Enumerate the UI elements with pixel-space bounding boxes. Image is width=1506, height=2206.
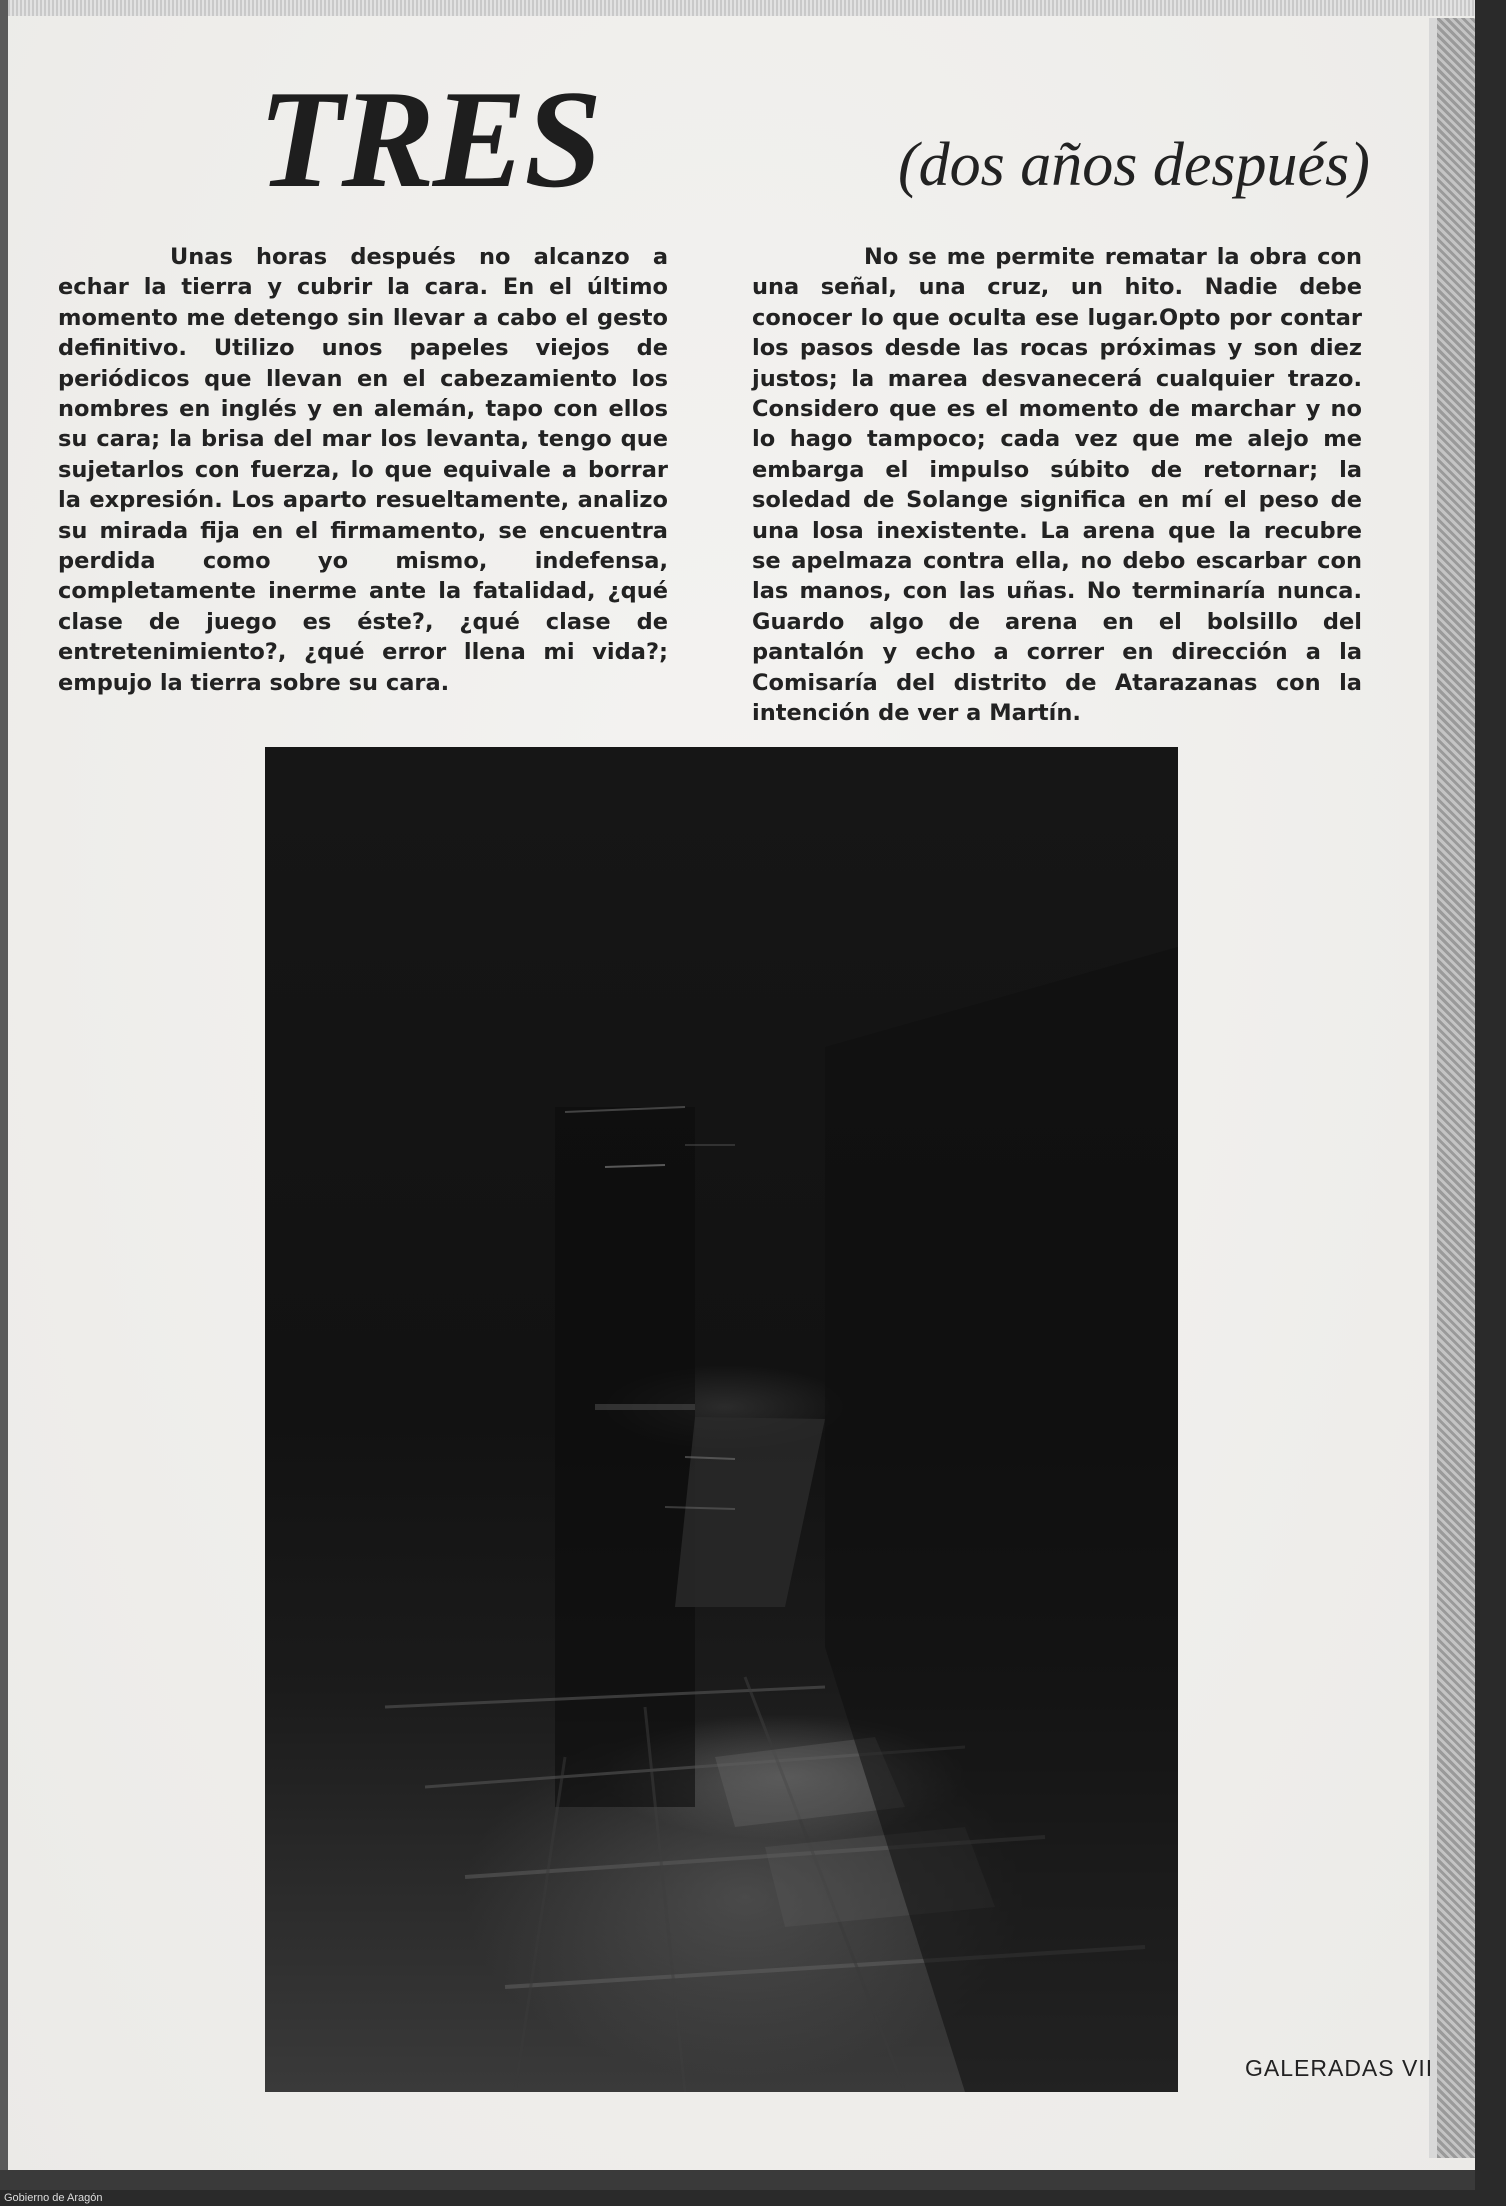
page-left-edge (0, 0, 8, 2190)
article-title (258, 62, 1370, 217)
page-bottom-edge (0, 2170, 1475, 2190)
title-main: TRES (258, 62, 601, 217)
body-column-right: No se me permite rematar la obra con una señal, una cruz, un hito. Nadie debe conocer lo que oculta ese lugar.Opto por contar los pasos desde las rocas próximas y son diez justos; la marea desvanecerá cualquier trazo. Considero que es el momento de marchar y no lo hago tampoco; cada vez que me alejo me embarga el impulso súbito de retornar; la soledad de Solange significa en mí el peso de una losa inexistente. La arena que la recubre se apelmaza contra ella, no debo escarbar con las manos, con las uñas. No terminaría nunca. Guardo algo de arena en el bolsillo del pantalón y echo a correr en dirección a la Comisaría del distrito de Atarazanas con la intención de ver a Martín. (752, 244, 1362, 727)
photograph (265, 747, 1178, 2092)
binding-gap (1429, 18, 1437, 2158)
issue-label: GALERADAS VII (1245, 2055, 1434, 2081)
photo-detail-layer (265, 747, 1178, 2092)
title-subtitle: (dos años después) (898, 131, 1370, 199)
page-top-edge (0, 0, 1475, 16)
binding-strip (1437, 18, 1475, 2158)
archive-watermark: Gobierno de Aragón (4, 2192, 103, 2204)
body-column-left: Unas horas después no alcanzo a echar la tierra y cubrir la cara. En el último momento me detengo sin llevar a cabo el gesto definitivo. Utilizo unos papeles viejos de periódicos que llevan en el cabezamiento los nombres en inglés y en alemán, tapo con ellos su cara; la brisa del mar los levanta, tengo que sujetarlos con fuerza, lo que equivale a borrar la expresión. Los aparto resueltamente, analizo su mirada fija en el firmamento, se encuentra perdida como yo mismo, indefensa, completamente inerme ante la fatalidad, ¿qué clase de juego es éste?, ¿qué clase de entretenimiento?, ¿qué error llena mi vida?; empujo la tierra sobre su cara. (58, 244, 668, 696)
